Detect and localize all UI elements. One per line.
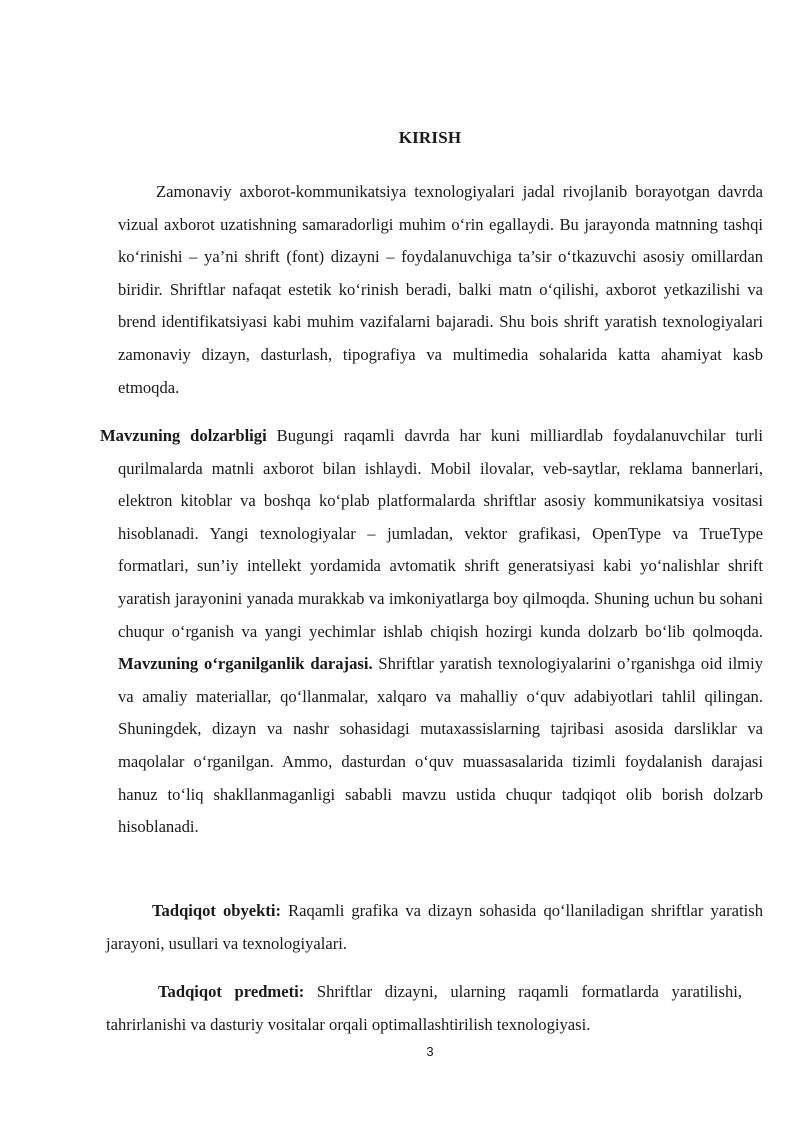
relevance-text: Bugungi raqamli davrda har kuni milliardlab foydalanuvchilar turli qurilmalarda matnli axborot bilan ishlaydi. Mobil ilovalar, veb-saytlar, reklama bannerlari, elektron kitoblar va boshqa ko‘plab platformalarda shriftlar asosiy kommunikatsiya vositasi hisoblanadi. Yangi texnologiyalar – jumladan, vektor grafikasi, OpenType va TrueType formatlari, sun’iy intellekt yordamida avtomatik shrift generatsiyasi kabi yo‘nalishlar shrift yaratish jarayonini yanada murakkab va imkoniyatlarga boy qilmoqda. Shuning uchun bu sohani chuqur o‘rganish va yangi yechimlar ishlab chiqish hozirgi kunda dolzarb bo‘lib qolmoqda. [118,426,763,641]
object-paragraph [106,895,763,960]
object-label: Tadqiqot obyekti: [152,901,282,920]
intro-paragraph: Zamonaviy axborot-kommunikatsiya texnologiyalari jadal rivojlanib borayotgan davrda vizual axborot uzatishning samaradorligi muhim o‘rin egallaydi. Bu jarayonda matnning tashqi ko‘rinishi – ya’ni shrift (font) dizayni – foydalanuvchiga ta’sir o‘tkazuvchi asosiy omillardan biridir. Shriftlar nafaqat estetik ko‘rinish beradi, balki matn o‘qilishi, axborot yetkazilishi va brend identifikatsiyasi kabi muhim vazifalarni bajaradi. Shu bois shrift yaratish texnologiyalari zamonaviy dizayn, dasturlash, tipografiya va multimedia sohalarida katta ahamiyat kasb etmoqda. [118,182,763,397]
subject-paragraph [106,976,742,1041]
study-level-text: Shriftlar yaratish texnologiyalarini o’rganishga oid ilmiy va amaliy materiallar, qo‘llanmalar, xalqaro va mahalliy o‘quv adabiyotlari tahlil qilingan. Shuningdek, dizayn va nashr sohasidagi mutaxassislarning tajribasi asosida darsliklar va maqolalar o‘rganilgan. Ammo, dasturdan o‘quv muassasalarida tizimli foydalanish darajasi hanuz to‘liq shakllanmaganligi sababli mavzu ustida chuqur tadqiqot olib borish dolzarb hisoblanadi. [118,654,763,837]
object-text: Raqamli grafika va dizayn sohasida qo‘llaniladigan shriftlar yaratish jarayoni, usullari va texnologiyalari. [106,901,763,953]
study-level-label: Mavzuning o‘rganilganlik darajasi. [118,654,373,674]
relevance-paragraph [100,420,763,844]
relevance-label: Mavzuning dolzarbligi [100,426,267,445]
page-number: 3 [426,1044,434,1059]
subject-label: Tadqiqot predmeti: [158,982,305,1001]
section-heading: KIRISH [398,128,462,147]
subject-text: Shriftlar dizayni, ularning raqamli formatlarda yaratilishi, tahrirlanishi va dasturiy vositalar orqali optimallashtirilish texnologiyasi. [106,982,742,1034]
